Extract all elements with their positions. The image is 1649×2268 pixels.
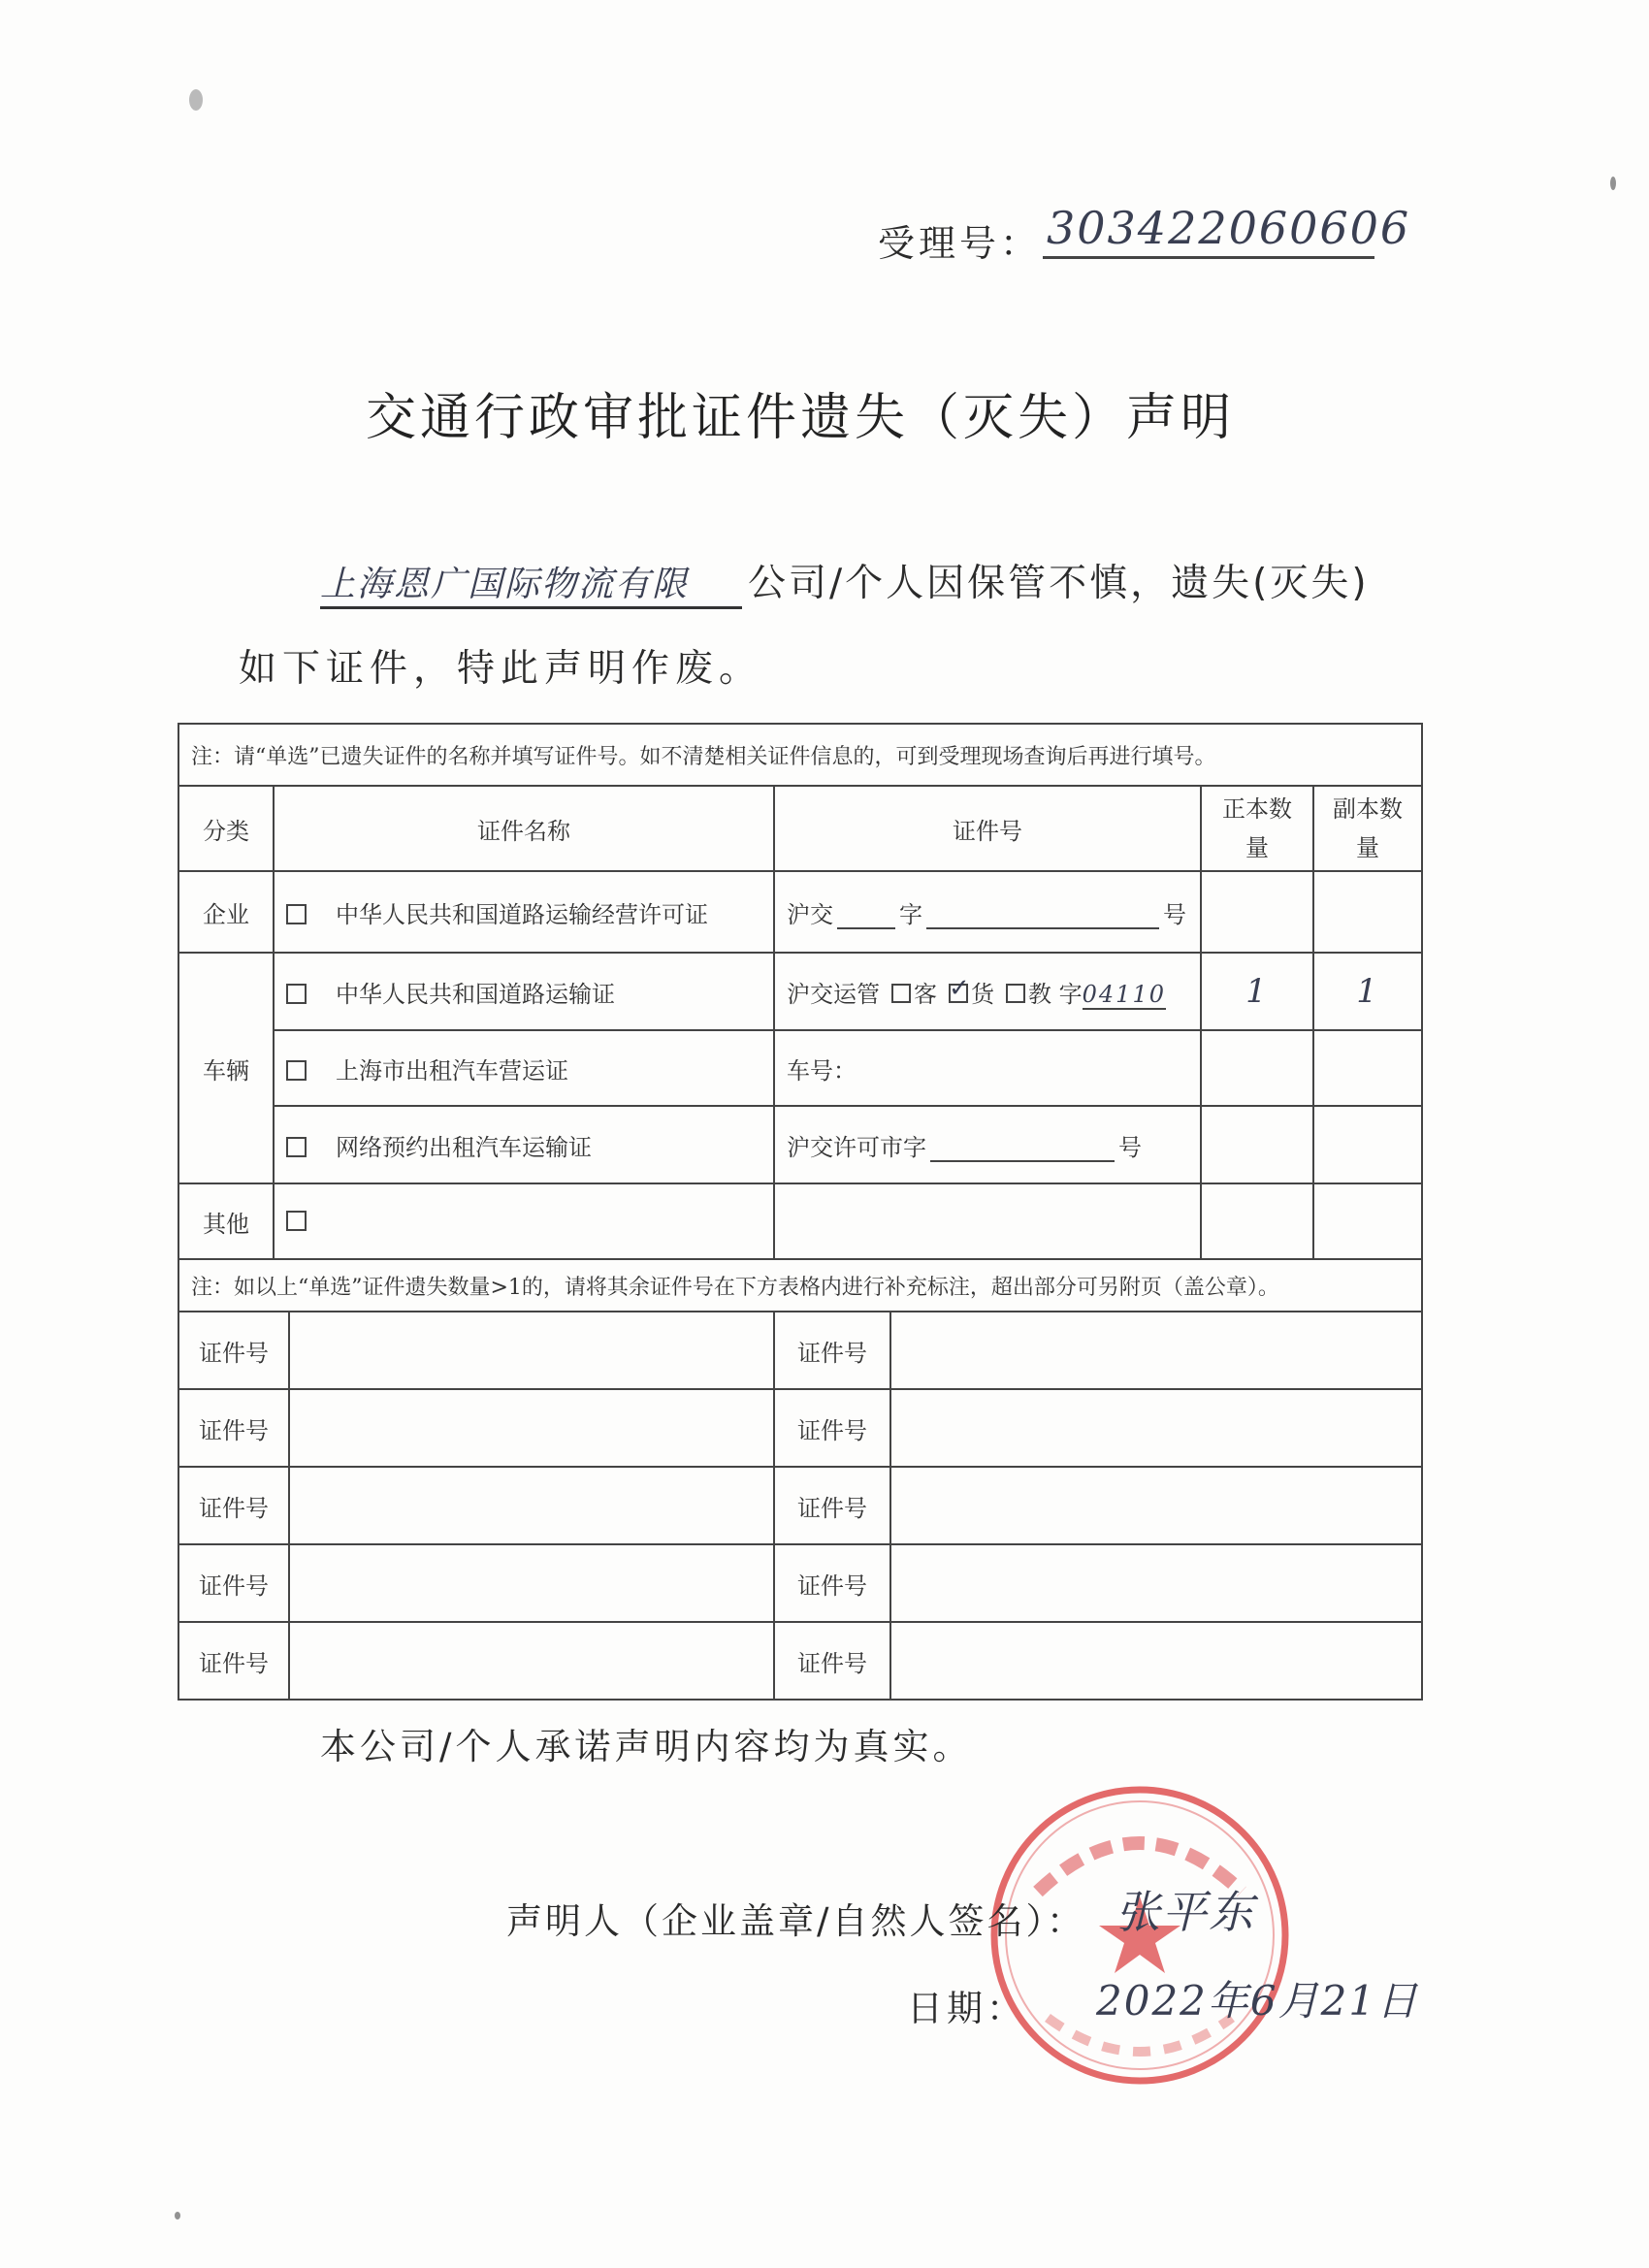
header-cert-no: 证件号 [774,786,1201,871]
cert-no-cell [774,1030,1201,1106]
cert-no-cell [774,1106,1201,1183]
scan-speck [189,89,203,111]
extra-label-left: 证件号 [178,1544,289,1622]
header-cert-name: 证件名称 [274,786,774,871]
cert-no-cell[interactable] [774,1183,1201,1259]
cert-no-suffix: 号 [1163,900,1186,928]
extra-value-right[interactable] [890,1544,1422,1622]
copy-qty-cell[interactable] [1313,1030,1422,1106]
original-qty-cell[interactable] [1201,871,1313,953]
option-passenger: 客 [914,980,937,1008]
cert-no-prefix: 沪交许可市字 [787,1133,926,1161]
extra-label-left: 证件号 [178,1389,289,1467]
header-copy-qty: 副本数量 [1313,786,1422,871]
category-other: 其他 [178,1183,274,1259]
note-top: 注：请“单选”已遗失证件的名称并填写证件号。如不清楚相关证件信息的，可到受理现场查询后再进行填号。 [178,724,1422,786]
extra-value-right[interactable] [890,1467,1422,1544]
scan-speck [175,2212,180,2219]
cert-name: 网络预约出租汽车运输证 [336,1133,592,1161]
cert-no-prefix: 沪交运管 [787,980,880,1008]
blank[interactable] [926,908,1159,929]
checkbox[interactable] [286,904,307,924]
original-qty-value: 1 [1201,953,1313,1030]
checkbox-cargo-checked[interactable] [949,974,970,1003]
declaration-text-1: 公司/个人因保管不慎，遗失(灭失) [748,562,1370,605]
copy-qty-cell[interactable] [1313,1106,1422,1183]
cert-name-cell [274,953,774,1030]
option-teaching: 教 [1028,980,1051,1008]
header-category: 分类 [178,786,274,871]
cert-name-cell [274,1030,774,1106]
checkbox[interactable] [286,1211,307,1231]
cert-no-handwritten: 04110 [1082,980,1166,1008]
cert-name: 中华人民共和国道路运输经营许可证 [336,900,708,928]
original-qty-cell[interactable] [1201,1030,1313,1106]
extra-value-left[interactable] [289,1312,774,1389]
extra-value-right[interactable] [890,1312,1422,1389]
extra-label-right: 证件号 [774,1389,890,1467]
row-vehicle-transport [178,953,1422,1030]
copy-qty-cell[interactable] [1313,871,1422,953]
original-qty-cell[interactable] [1201,1183,1313,1259]
category-vehicle: 车辆 [178,953,274,1183]
receipt-number-label: 受理号： [878,222,1042,265]
date-value-handwritten: 2022年6月21日 [1096,1977,1420,2025]
date-label: 日期： [907,1988,1026,2029]
extra-row [178,1312,1422,1389]
extra-label-right: 证件号 [774,1622,890,1700]
extra-value-left[interactable] [289,1622,774,1700]
extra-value-right[interactable] [890,1389,1422,1467]
declaration-line-1 [320,553,1370,609]
header-original-qty: 正本数量 [1201,786,1313,871]
cert-name-cell [274,1183,774,1259]
checkbox-passenger[interactable] [891,984,911,1003]
cert-no-mid: 字 [1058,980,1083,1008]
row-vehicle-taxi [178,1030,1422,1106]
row-other [178,1183,1422,1259]
receipt-number-value: 303422060606 [1043,202,1374,259]
extra-label-right: 证件号 [774,1467,890,1544]
extra-label-left: 证件号 [178,1467,289,1544]
checkbox-teaching[interactable] [1006,984,1025,1003]
extra-row [178,1622,1422,1700]
declaration-line-2: 如下证件，特此声明作废。 [239,647,763,691]
cert-no-prefix: 车号： [787,1056,857,1085]
checkbox[interactable] [286,1060,307,1081]
document-title: 交通行政审批证件遗失（灭失）声明 [365,389,1235,447]
category-enterprise: 企业 [178,871,274,953]
extra-row [178,1544,1422,1622]
promise-statement: 本公司/个人承诺声明内容均为真实。 [320,1726,973,1767]
company-name-handwritten: 上海恩广国际物流有限 [320,557,742,609]
extra-value-left[interactable] [289,1467,774,1544]
cert-name-cell [274,1106,774,1183]
original-qty-cell[interactable] [1201,1106,1313,1183]
copy-qty-cell[interactable] [1313,1183,1422,1259]
scan-speck [1610,177,1616,190]
signer-signature: 张平东 [1116,1886,1255,1938]
check-mark-icon: ✓ [949,974,970,1003]
copy-qty-value: 1 [1313,953,1422,1030]
extra-row [178,1389,1422,1467]
extra-value-left[interactable] [289,1544,774,1622]
cert-no-cell [774,953,1201,1030]
cert-no-cell [774,871,1201,953]
extra-label-right: 证件号 [774,1544,890,1622]
extra-label-right: 证件号 [774,1312,890,1389]
extra-label-left: 证件号 [178,1622,289,1700]
cert-no-mid: 字 [899,900,922,928]
blank[interactable] [930,1141,1115,1162]
checkbox[interactable] [286,1137,307,1157]
cert-no-suffix: 号 [1118,1133,1142,1161]
extra-label-left: 证件号 [178,1312,289,1389]
row-vehicle-online [178,1106,1422,1183]
cert-name-cell [274,871,774,953]
signer-label: 声明人（企业盖章/自然人签名）： [506,1900,1085,1942]
row-enterprise [178,871,1422,953]
extra-row [178,1467,1422,1544]
extra-value-left[interactable] [289,1389,774,1467]
note-bottom: 注：如以上“单选”证件遗失数量>1的，请将其余证件号在下方表格内进行补充标注，超出部分可另附页（盖公章）。 [178,1259,1422,1312]
cert-name: 中华人民共和国道路运输证 [336,980,615,1008]
cert-no-prefix: 沪交 [787,900,833,928]
blank[interactable] [837,908,895,929]
option-cargo: 货 [971,980,994,1008]
extra-value-right[interactable] [890,1622,1422,1700]
cert-name: 上海市出租汽车营运证 [336,1056,568,1085]
checkbox[interactable] [286,984,307,1004]
certificate-form-table [178,723,1423,1701]
